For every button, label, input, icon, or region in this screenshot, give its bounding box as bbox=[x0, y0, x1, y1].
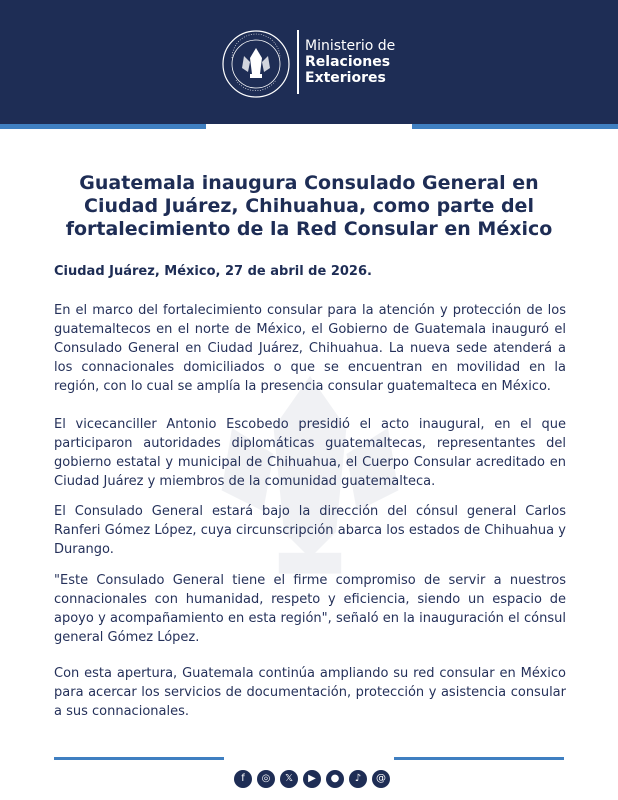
flickr-icon[interactable]: ● bbox=[326, 770, 344, 788]
paragraph-5: Con esta apertura, Guatemala continúa ampliando su red consular en México para acercar los servicios de documentación, protección y asistencia consular a sus connacionales. bbox=[54, 666, 566, 719]
coat-of-arms-seal bbox=[220, 28, 292, 100]
ministry-line-3: Exteriores bbox=[305, 70, 386, 86]
press-release-title: Guatemala inaugura Consulado General en Ciudad Juárez, Chihuahua, como parte del fortalecimiento de la Red Consular en México bbox=[65, 172, 553, 240]
footer-rule-left bbox=[54, 757, 224, 760]
header-banner bbox=[0, 0, 618, 124]
facebook-icon[interactable]: f bbox=[234, 770, 252, 788]
tiktok-icon[interactable]: ♪ bbox=[349, 770, 367, 788]
paragraph-4: "Este Consulado General tiene el firme compromiso de servir a nuestros connacionales con humanidad, respeto y eficiencia, siendo un espacio de apoyo y acompañamiento en esta región", señaló en la inauguración el cónsul general Gómez López. bbox=[54, 573, 566, 645]
ministry-line-2: Relaciones bbox=[305, 54, 391, 70]
ministry-name bbox=[305, 38, 395, 86]
accent-band-left bbox=[0, 124, 206, 129]
social-icons-row bbox=[234, 770, 390, 788]
accent-band-right bbox=[412, 124, 618, 129]
instagram-icon[interactable]: ◎ bbox=[257, 770, 275, 788]
ministry-line-1: Ministerio de bbox=[305, 38, 396, 54]
paragraph-2: El vicecanciller Antonio Escobedo presidió el acto inaugural, en el que participaron autoridades diplomáticas guatemaltecas, representantes del gobierno estatal y municipal de Chihuahua, el Cuerpo Consular acreditado en Ciudad Juárez y miembros de la comunidad guatemalteca. bbox=[54, 417, 566, 489]
youtube-icon[interactable]: ▶ bbox=[303, 770, 321, 788]
threads-icon[interactable]: @ bbox=[372, 770, 390, 788]
paragraph-1: En el marco del fortalecimiento consular para la atención y protección de los guatemaltecos en el norte de México, el Gobierno de Guatemala inauguró el Consulado General en Ciudad Juárez, Chihuahua. La nueva sede atenderá a los connacionales domiciliados o que se encuentran en movilidad en la región, con lo cual se amplía la presencia consular guatemalteca en México. bbox=[54, 303, 566, 394]
x-icon[interactable]: 𝕏 bbox=[280, 770, 298, 788]
footer-rule-right bbox=[394, 757, 564, 760]
paragraph-3: El Consulado General estará bajo la dirección del cónsul general Carlos Ranferi Gómez López, cuya circunscripción abarca los estados de Chihuahua y Durango. bbox=[54, 504, 566, 557]
header-divider bbox=[297, 30, 299, 94]
dateline: Ciudad Juárez, México, 27 de abril de 2026. bbox=[54, 264, 372, 279]
